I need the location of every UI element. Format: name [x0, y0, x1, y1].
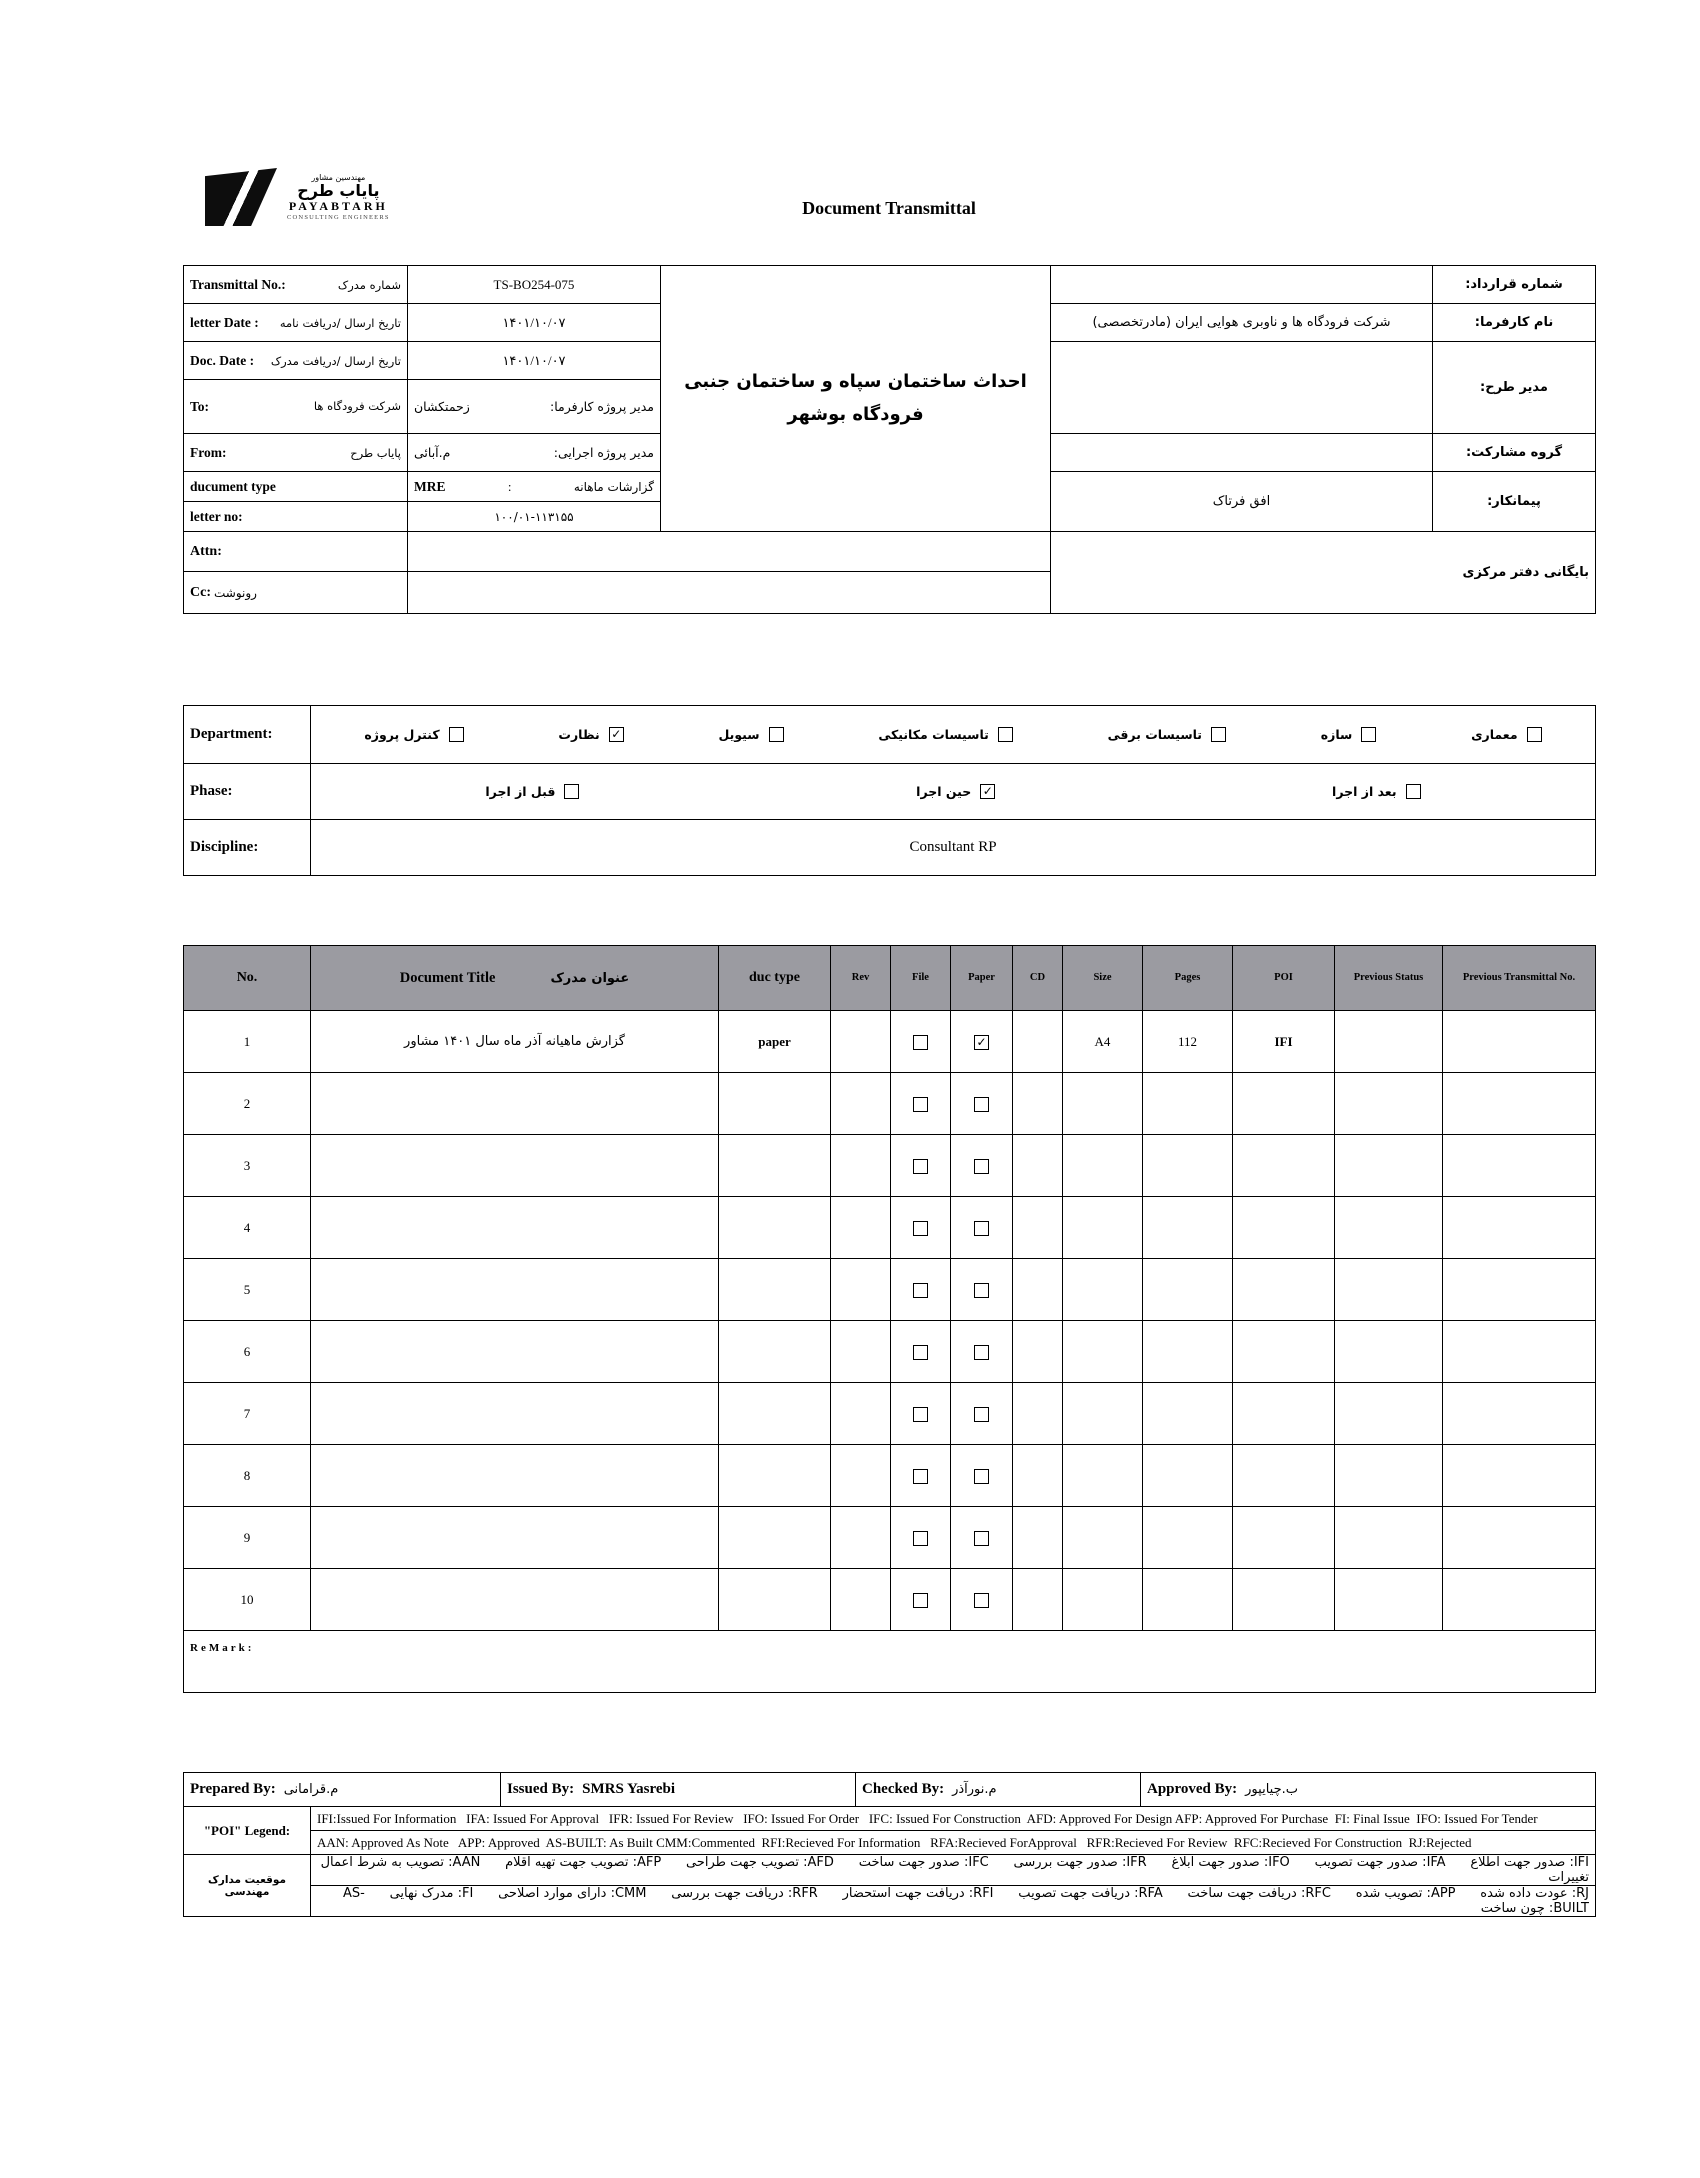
cell-prev-transmittal	[1443, 1445, 1596, 1507]
attn-label-cell	[184, 532, 408, 572]
fa-legend-label: موقعیت مدارک مهندسی	[184, 1855, 311, 1917]
file-checkbox[interactable]	[913, 1283, 928, 1298]
phase-option-label: بعد از اجرا	[1332, 784, 1397, 799]
cell-cd	[1013, 1507, 1063, 1569]
transmittal-no-value: TS-BO254-075	[408, 266, 661, 304]
cell-prev-status	[1335, 1383, 1443, 1445]
col-header-file: File	[891, 946, 951, 1011]
legend-fa-line2: RJ: عودت داده شده APP: تصویب شده RFC: دریافت جهت ساخت RFA: دریافت جهت تصویب RFI: دریافت جهت استحضار RFR: دریافت جهت بررسی CMM: دارای موارد اصلاحی FI: مدرک نهایی AS-BUILT: چون ساخت	[311, 1886, 1596, 1917]
cell-file	[891, 1197, 951, 1259]
cell-duc-type: paper	[719, 1011, 831, 1073]
cell-rev	[831, 1383, 891, 1445]
paper-checkbox[interactable]	[974, 1159, 989, 1174]
cell-no: 2	[184, 1073, 311, 1135]
cell-prev-transmittal	[1443, 1569, 1596, 1631]
cell-file	[891, 1507, 951, 1569]
cell-title	[311, 1569, 719, 1631]
cell-no: 6	[184, 1321, 311, 1383]
to-value: شرکت فرودگاه ها	[313, 399, 401, 414]
col-header-pages: Pages	[1143, 946, 1233, 1011]
cell-duc-type	[719, 1569, 831, 1631]
doc-date-label-en: Doc. Date :	[190, 352, 255, 368]
department-label: Department:	[190, 726, 273, 742]
department-option-label: تاسیسات مکانیکی	[878, 727, 989, 742]
client-name-value: شرکت فرودگاه ها و ناوبری هوایی ایران (مادرتخصصی)	[1051, 304, 1433, 342]
cell-cd	[1013, 1569, 1063, 1631]
department-label-cell	[184, 706, 311, 764]
cell-rev	[831, 1321, 891, 1383]
col-header-title	[311, 946, 719, 1011]
cell-poi	[1233, 1321, 1335, 1383]
cell-title	[311, 1445, 719, 1507]
cell-no: 1	[184, 1011, 311, 1073]
project-title-cell	[661, 266, 1051, 532]
col-header-prev-status: Previous Status	[1335, 946, 1443, 1011]
approved-by-cell	[1141, 1773, 1596, 1807]
cell-file	[891, 1135, 951, 1197]
phase-option	[1332, 784, 1421, 799]
letter-date-label-cell	[184, 304, 408, 342]
phase-option-label: حین اجرا	[916, 784, 972, 799]
brand-name-fa: پایاب طرح	[297, 180, 380, 200]
cell-duc-type	[719, 1073, 831, 1135]
phase-checkbox[interactable]	[1406, 784, 1421, 799]
phase-options-cell	[311, 764, 1596, 820]
doc-date-label-cell	[184, 342, 408, 380]
file-checkbox[interactable]	[913, 1097, 928, 1112]
cell-poi	[1233, 1569, 1335, 1631]
phase-label: Phase:	[190, 783, 233, 799]
document-type-code: MRE	[414, 478, 446, 494]
cell-size	[1063, 1321, 1143, 1383]
cell-duc-type	[719, 1321, 831, 1383]
cell-prev-status	[1335, 1569, 1443, 1631]
document-row	[184, 1259, 1596, 1321]
cell-prev-transmittal	[1443, 1507, 1596, 1569]
issued-by-value: SMRS Yasrebi	[582, 1781, 676, 1797]
cell-prev-status	[1335, 1445, 1443, 1507]
cc-value	[408, 572, 1051, 614]
cell-pages	[1143, 1073, 1233, 1135]
cell-no: 4	[184, 1197, 311, 1259]
cell-title: گزارش ماهیانه آذر ماه سال ۱۴۰۱ مشاور	[311, 1011, 719, 1073]
document-row	[184, 1507, 1596, 1569]
col-header-rev: Rev	[831, 946, 891, 1011]
document-row	[184, 1011, 1596, 1073]
document-list-table	[183, 945, 1596, 1693]
classification-table	[183, 705, 1596, 876]
cell-file	[891, 1011, 951, 1073]
cell-rev	[831, 1259, 891, 1321]
cell-paper	[951, 1321, 1013, 1383]
prepared-by-value: م.قرامانی	[283, 1782, 339, 1797]
paper-checkbox[interactable]	[974, 1221, 989, 1236]
cell-size	[1063, 1197, 1143, 1259]
checked-by-label: Checked By:	[862, 1781, 945, 1797]
file-checkbox[interactable]	[913, 1035, 928, 1050]
transmittal-no-label-en: Transmittal No.:	[190, 276, 286, 292]
cell-prev-transmittal	[1443, 1259, 1596, 1321]
discipline-label-cell	[184, 820, 311, 876]
cell-prev-status	[1335, 1321, 1443, 1383]
contractor-value: افق فرتاک	[1051, 472, 1433, 532]
remark-cell	[184, 1631, 1596, 1693]
cell-prev-status	[1335, 1073, 1443, 1135]
col-header-title-fa: عنوان مدرک	[550, 970, 630, 986]
phase-option	[916, 784, 995, 799]
cell-size	[1063, 1445, 1143, 1507]
cell-prev-transmittal	[1443, 1321, 1596, 1383]
from-cell	[184, 434, 408, 472]
approved-by-label: Approved By:	[1147, 1781, 1238, 1797]
cell-no: 7	[184, 1383, 311, 1445]
cell-pages	[1143, 1259, 1233, 1321]
cell-cd	[1013, 1383, 1063, 1445]
signatures-table	[183, 1772, 1596, 1807]
cell-poi	[1233, 1507, 1335, 1569]
cell-paper	[951, 1445, 1013, 1507]
cell-poi	[1233, 1073, 1335, 1135]
client-pm-value: زحمتکشان	[414, 399, 470, 414]
cell-file	[891, 1569, 951, 1631]
document-row	[184, 1135, 1596, 1197]
phase-checkbox[interactable]: ✓	[980, 784, 995, 799]
cell-cd	[1013, 1445, 1063, 1507]
remark-row	[184, 1631, 1596, 1693]
file-checkbox[interactable]	[913, 1345, 928, 1360]
cell-size	[1063, 1383, 1143, 1445]
prepared-by-label: Prepared By:	[190, 1781, 276, 1797]
central-archive-label: بایگانی دفتر مرکزی	[1051, 532, 1596, 614]
letter-date-value: ۱۴۰۱/۱۰/۰۷	[408, 304, 661, 342]
department-option	[878, 727, 1013, 742]
cell-paper	[951, 1197, 1013, 1259]
department-checkbox[interactable]	[1361, 727, 1376, 742]
cell-no: 5	[184, 1259, 311, 1321]
exec-pm-value: م.آبائی	[414, 445, 451, 460]
cell-poi	[1233, 1135, 1335, 1197]
cc-label-fa: رونوشت	[214, 585, 257, 600]
phase-label-cell	[184, 764, 311, 820]
file-checkbox[interactable]	[913, 1593, 928, 1608]
design-manager-value	[1051, 342, 1433, 434]
department-checkbox[interactable]	[449, 727, 464, 742]
cell-title	[311, 1135, 719, 1197]
transmittal-info-table	[183, 265, 1596, 614]
partnership-group-value	[1051, 434, 1433, 472]
cell-prev-transmittal	[1443, 1135, 1596, 1197]
client-pm-cell	[408, 380, 661, 434]
brand-subtitle: CONSULTING ENGINEERS	[287, 213, 390, 221]
cell-rev	[831, 1135, 891, 1197]
col-header-duc-type: duc type	[719, 946, 831, 1011]
document-row	[184, 1569, 1596, 1631]
department-option-label: تاسیسات برقی	[1107, 727, 1203, 742]
cell-size	[1063, 1259, 1143, 1321]
client-pm-label: مدیر پروژه کارفرما:	[550, 399, 654, 414]
cell-file	[891, 1445, 951, 1507]
cell-rev	[831, 1011, 891, 1073]
cell-rev	[831, 1445, 891, 1507]
cell-prev-status	[1335, 1507, 1443, 1569]
cell-poi	[1233, 1445, 1335, 1507]
col-header-title-en: Document Title	[399, 969, 496, 986]
cell-duc-type	[719, 1445, 831, 1507]
cell-no: 3	[184, 1135, 311, 1197]
cell-cd	[1013, 1011, 1063, 1073]
department-checkbox[interactable]	[769, 727, 784, 742]
cell-file	[891, 1321, 951, 1383]
document-row	[184, 1383, 1596, 1445]
attn-label: Attn:	[190, 544, 222, 559]
col-header-size: Size	[1063, 946, 1143, 1011]
cell-file	[891, 1073, 951, 1135]
cell-duc-type	[719, 1383, 831, 1445]
department-option	[1108, 727, 1226, 742]
department-options	[317, 727, 1589, 742]
remark-label: ReMark:	[190, 1642, 255, 1654]
file-checkbox[interactable]	[913, 1159, 928, 1174]
brand-tagline: مهندسین مشاور	[311, 172, 366, 182]
document-type-colon: :	[507, 478, 512, 494]
cell-duc-type	[719, 1507, 831, 1569]
cell-title	[311, 1321, 719, 1383]
cell-paper	[951, 1135, 1013, 1197]
phase-checkbox[interactable]	[564, 784, 579, 799]
letter-no-label-cell	[184, 502, 408, 532]
phase-option	[485, 784, 579, 799]
letter-date-label-fa: تاریخ ارسال /دریافت نامه	[279, 315, 401, 330]
document-type-value-cell	[408, 472, 661, 502]
document-row	[184, 1073, 1596, 1135]
file-checkbox[interactable]	[913, 1531, 928, 1546]
department-option	[364, 727, 463, 742]
cc-label-cell	[184, 572, 408, 614]
cell-pages	[1143, 1507, 1233, 1569]
cell-prev-status	[1335, 1135, 1443, 1197]
exec-pm-label: مدیر پروژه اجرایی:	[553, 445, 654, 460]
checked-by-value: م.نورآذر	[952, 1782, 997, 1797]
department-option-label: سیویل	[718, 727, 760, 742]
col-header-prev-transmittal: Previous Transmittal No.	[1443, 946, 1596, 1011]
cell-size	[1063, 1073, 1143, 1135]
to-label: To:	[190, 398, 210, 414]
legend-fa-line1: IFI: صدور جهت اطلاع IFA: صدور جهت تصویب IFO: صدور جهت ابلاغ IFR: صدور جهت بررسی IFC: صدور جهت ساخت AFD: تصویب جهت طراحی AFP: تصویب جهت تهیه اقلام AAN: تصویب به شرط اعمال تغییرات	[311, 1855, 1596, 1886]
phase-options	[317, 784, 1589, 799]
letter-no-label: letter no:	[190, 508, 243, 524]
cell-prev-transmittal	[1443, 1197, 1596, 1259]
to-cell	[184, 380, 408, 434]
brand-name-en: PAYABTARH	[288, 199, 388, 214]
cell-size	[1063, 1507, 1143, 1569]
department-option	[718, 727, 783, 742]
department-checkbox[interactable]	[1527, 727, 1542, 742]
paper-checkbox[interactable]: ✓	[974, 1035, 989, 1050]
legend-en-line1: IFI:Issued For Information IFA: Issued For Approval IFR: Issued For Review IFO: Issued For Order IFC: Issued For Construction AFD: Approved For Design AFP: Approved For Purchase FI: Final Issue IFO: Issued For Tender	[311, 1807, 1596, 1831]
cell-file	[891, 1259, 951, 1321]
cell-rev	[831, 1569, 891, 1631]
cell-title	[311, 1197, 719, 1259]
cell-paper	[951, 1073, 1013, 1135]
prepared-by-cell	[184, 1773, 501, 1807]
paper-checkbox[interactable]	[974, 1593, 989, 1608]
issued-by-label: Issued By:	[507, 1781, 575, 1797]
department-checkbox[interactable]	[998, 727, 1013, 742]
attn-value	[408, 532, 1051, 572]
letter-date-label-en: letter Date :	[190, 314, 259, 330]
cell-no: 9	[184, 1507, 311, 1569]
cell-paper	[951, 1507, 1013, 1569]
file-checkbox[interactable]	[913, 1407, 928, 1422]
cell-cd	[1013, 1321, 1063, 1383]
cell-title	[311, 1383, 719, 1445]
cell-cd	[1013, 1259, 1063, 1321]
cell-rev	[831, 1197, 891, 1259]
cell-prev-status	[1335, 1259, 1443, 1321]
cell-no: 8	[184, 1445, 311, 1507]
department-option	[558, 727, 623, 742]
transmittal-no-label-fa: شماره مدرک	[337, 277, 401, 292]
design-manager-label: مدیر طرح:	[1433, 342, 1596, 434]
cell-prev-transmittal	[1443, 1383, 1596, 1445]
project-title-line1: احداث ساختمان سپاه و ساختمان جنبی	[684, 371, 1027, 393]
document-row	[184, 1197, 1596, 1259]
cell-size	[1063, 1569, 1143, 1631]
col-header-paper: Paper	[951, 946, 1013, 1011]
cc-label-en: Cc:	[190, 584, 211, 600]
from-label: From:	[190, 444, 227, 460]
paper-checkbox[interactable]	[974, 1283, 989, 1298]
cell-prev-transmittal	[1443, 1011, 1596, 1073]
cell-title	[311, 1507, 719, 1569]
cell-duc-type	[719, 1197, 831, 1259]
document-type-value: گزارشات ماهانه	[573, 479, 654, 494]
paper-checkbox[interactable]	[974, 1097, 989, 1112]
cell-paper	[951, 1569, 1013, 1631]
cell-title	[311, 1259, 719, 1321]
cell-cd	[1013, 1197, 1063, 1259]
project-title-line2: فرودگاه بوشهر	[787, 403, 924, 425]
paper-checkbox[interactable]	[974, 1469, 989, 1484]
discipline-value: Consultant RP	[311, 820, 1596, 876]
cell-size	[1063, 1135, 1143, 1197]
doc-date-label-fa: تاریخ ارسال /دریافت مدرک	[270, 353, 401, 368]
department-option	[1471, 727, 1542, 742]
col-header-no: No.	[184, 946, 311, 1011]
department-option-label: سازه	[1320, 727, 1353, 742]
cell-duc-type	[719, 1135, 831, 1197]
cell-title	[311, 1073, 719, 1135]
cell-poi: IFI	[1233, 1011, 1335, 1073]
document-row	[184, 1445, 1596, 1507]
cell-rev	[831, 1507, 891, 1569]
checked-by-cell	[856, 1773, 1141, 1807]
cell-paper	[951, 1383, 1013, 1445]
cell-cd	[1013, 1073, 1063, 1135]
cell-pages: 112	[1143, 1011, 1233, 1073]
page-title: Document Transmittal	[802, 198, 976, 218]
approved-by-value: ب.چیایپور	[1245, 1782, 1298, 1797]
document-type-label-cell	[184, 472, 408, 502]
file-checkbox[interactable]	[913, 1469, 928, 1484]
cell-prev-status	[1335, 1011, 1443, 1073]
cell-poi	[1233, 1383, 1335, 1445]
department-options-cell	[311, 706, 1596, 764]
legend-table	[183, 1806, 1596, 1917]
col-header-cd: CD	[1013, 946, 1063, 1011]
paper-checkbox[interactable]	[974, 1345, 989, 1360]
col-header-poi: POI	[1233, 946, 1335, 1011]
department-option	[1321, 727, 1377, 742]
phase-option-label: قبل از اجرا	[485, 784, 556, 799]
cell-prev-status	[1335, 1197, 1443, 1259]
cell-poi	[1233, 1259, 1335, 1321]
contractor-label: پیمانکار:	[1433, 472, 1596, 532]
document-row	[184, 1321, 1596, 1383]
from-value: پایاب طرح	[350, 445, 401, 460]
department-checkbox[interactable]: ✓	[609, 727, 624, 742]
issued-by-cell	[501, 1773, 856, 1807]
legend-en-line2: AAN: Approved As Note APP: Approved AS-BUILT: As Built CMM:Commented RFI:Recieved For Information RFA:Recieved ForApproval RFR:Recieved For Review RFC:Recieved For Construction RJ:Rejected	[311, 1831, 1596, 1855]
cell-paper	[951, 1259, 1013, 1321]
department-option-label: کنترل پروژه	[364, 727, 440, 742]
doc-date-value: ۱۴۰۱/۱۰/۰۷	[408, 342, 661, 380]
paper-checkbox[interactable]	[974, 1407, 989, 1422]
cell-pages	[1143, 1569, 1233, 1631]
exec-pm-cell	[408, 434, 661, 472]
partnership-group-label: گروه مشارکت:	[1433, 434, 1596, 472]
cell-paper	[951, 1011, 1013, 1073]
cell-pages	[1143, 1321, 1233, 1383]
cell-rev	[831, 1073, 891, 1135]
department-checkbox[interactable]	[1211, 727, 1226, 742]
cell-pages	[1143, 1197, 1233, 1259]
contract-no-label: شماره قرارداد:	[1433, 266, 1596, 304]
paper-checkbox[interactable]	[974, 1531, 989, 1546]
poi-legend-label: "POI" Legend:	[184, 1807, 311, 1855]
department-option-label: نظارت	[558, 727, 600, 742]
cell-pages	[1143, 1383, 1233, 1445]
file-checkbox[interactable]	[913, 1221, 928, 1236]
letter-no-value: ۱۰۰/۰۱-۱۱۳۱۵۵	[408, 502, 661, 532]
document-type-label: ducument type	[190, 478, 276, 494]
cell-prev-transmittal	[1443, 1073, 1596, 1135]
client-name-label: نام کارفرما:	[1433, 304, 1596, 342]
cell-cd	[1013, 1135, 1063, 1197]
cell-poi	[1233, 1197, 1335, 1259]
cell-pages	[1143, 1135, 1233, 1197]
cell-file	[891, 1383, 951, 1445]
cell-size: A4	[1063, 1011, 1143, 1073]
cell-pages	[1143, 1445, 1233, 1507]
transmittal-no-label-cell	[184, 266, 408, 304]
cell-duc-type	[719, 1259, 831, 1321]
discipline-label: Discipline:	[190, 839, 259, 855]
contract-no-value	[1051, 266, 1433, 304]
cell-no: 10	[184, 1569, 311, 1631]
department-option-label: معماری	[1471, 727, 1518, 742]
